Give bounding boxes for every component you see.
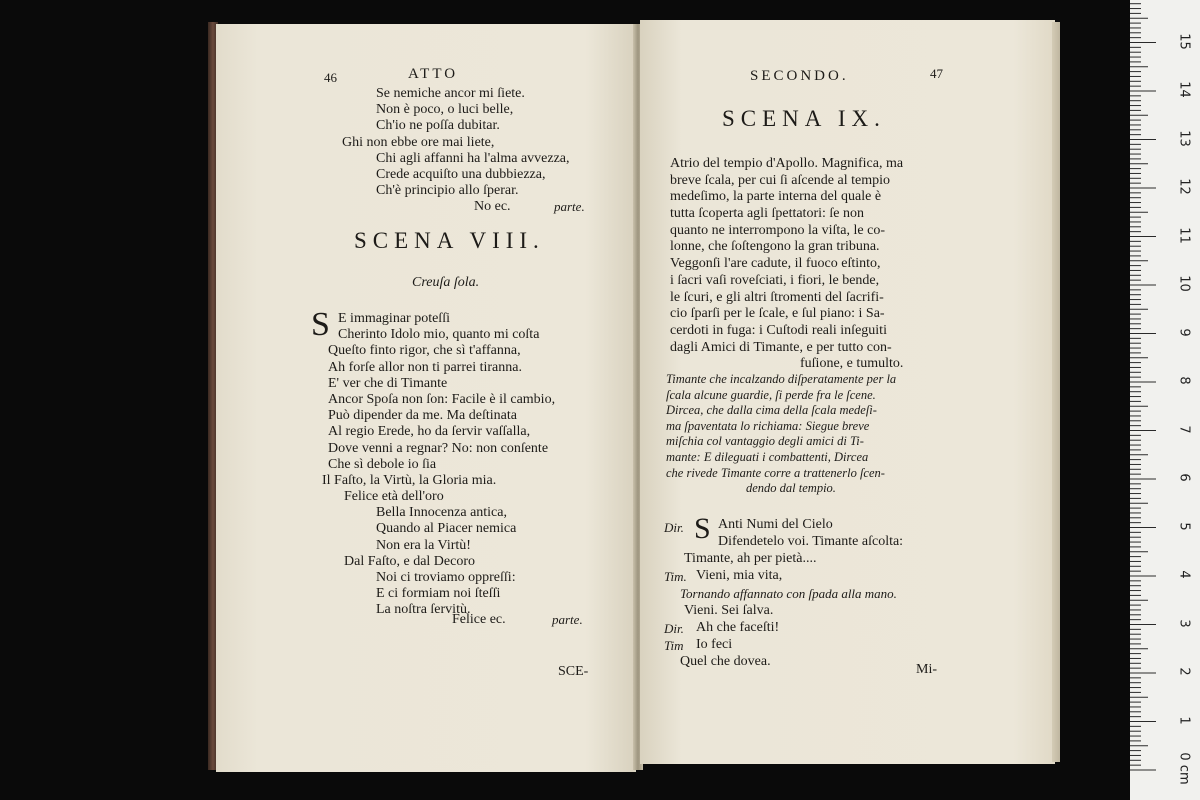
stage-line: Timante che incalzando diſperatamente per la: [666, 372, 897, 386]
verse-line: Non è poco, o luci belle,: [376, 102, 514, 118]
monologue: [216, 311, 636, 619]
scene-characters: Creuſa ſola.: [412, 275, 480, 290]
catchword: SCE-: [558, 664, 589, 679]
stage-line: mante: E dileguati i combattenti, Dircea: [666, 449, 869, 464]
ruler-label: 2: [1176, 667, 1192, 676]
ruler-label: 14: [1176, 81, 1192, 98]
verse-line: E immaginar poteſſi: [338, 311, 450, 326]
exit-direction: parte.: [552, 612, 583, 627]
dialogue-line: Difendetelo voi. Timante aſcolta:: [718, 534, 904, 549]
stage-line: miſchia col vantaggio degli amici di Ti-: [666, 434, 864, 449]
prose-line: fuſione, e tumulto.: [800, 356, 904, 372]
prose-line: i ſacri vaſi roveſciati, i fiori, le bende,: [670, 272, 880, 288]
verse-line: Cherinto Idolo mio, quanto mi coſta: [338, 327, 540, 343]
verse-line: Ancor Spoſa non ſon: Facile è il cambio,: [328, 391, 556, 407]
speaker-label: Dir.: [664, 621, 684, 636]
verse-line: Che sì debole io ſia: [328, 456, 437, 472]
ruler-label: 9: [1176, 327, 1192, 337]
verse-line: E ci formiam noi ſteſſi: [376, 586, 501, 602]
prose-line: medeſimo, la parte interna del quale è: [670, 189, 882, 205]
left-page: [216, 24, 636, 772]
verse-line: Quando al Piacer nemica: [376, 521, 517, 537]
verse-line: Ghi non ebbe ore mai liete,: [342, 134, 495, 150]
verse-line: La noſtra ſervitù.: [376, 602, 471, 618]
verse-line: Felice età dell'oro: [344, 489, 444, 505]
prose-line: lonne, che ſoſtengono la gran tribuna.: [670, 239, 880, 255]
ruler-label: 13: [1176, 129, 1192, 147]
verse-line: Il Faſto, la Virtù, la Gloria mia.: [322, 472, 497, 488]
ruler-label: 5: [1176, 521, 1192, 531]
dialogue-line: Quel che dovea.: [680, 654, 771, 669]
prose-line: tutta ſcoperta agli ſpettatori: ſe non: [670, 206, 864, 222]
verse-line: Dal Faſto, e dal Decoro: [344, 553, 476, 569]
exit-line: Felice ec.: [452, 612, 506, 627]
ruler-label: 4: [1176, 570, 1192, 579]
verse-line: Bella Innocenza antica,: [376, 505, 507, 521]
speaker-label: Tim: [664, 638, 684, 653]
verse-line: Queſto finto rigor, che sì t'affanna,: [328, 343, 521, 359]
verse-line: Chi agli affanni ha l'alma avvezza,: [376, 150, 570, 166]
ruler-label: 15: [1176, 32, 1192, 50]
running-head: SECONDO.: [750, 68, 849, 84]
verse-block-top: [216, 86, 636, 199]
speaker-label: Dir.: [664, 520, 684, 535]
speaker-label: Tim.: [664, 569, 687, 584]
drop-cap: S: [694, 512, 711, 545]
verse-line: Noi ci troviamo oppreſſi:: [376, 570, 516, 585]
prose-line: cio ſparſi per le ſcale, e ſul piano: i Sa-: [670, 306, 885, 322]
verse-line: Ch'è principio allo ſperar.: [376, 183, 519, 199]
prose-line: Veggonſi l'are cadute, il fuoco eſtinto,: [670, 256, 881, 272]
dialogue-line: Timante, ah per pietà....: [684, 551, 817, 566]
stage-line: che rivede Timante corre a trattenerlo ſcen-: [666, 465, 885, 480]
stage-direction: [666, 372, 896, 497]
ruler-label: 0 cm: [1176, 752, 1192, 785]
verse-line: Non era la Virtù!: [376, 537, 471, 553]
right-page: [640, 20, 1055, 764]
ruler-label: 10: [1176, 275, 1192, 292]
dialogue-line: Vieni, mia vita,: [696, 568, 783, 583]
dialogue-line: Vieni. Sei ſalva.: [684, 603, 774, 618]
scene-title: SCENA VIII.: [354, 228, 545, 253]
verse-line: Al regio Erede, ho da ſervir vaſſalla,: [328, 424, 531, 440]
verse-line: Crede acquiſto una dubbiezza,: [376, 166, 546, 182]
ruler-label: 6: [1176, 473, 1192, 482]
page-number: 47: [930, 66, 943, 81]
stage-line: ma ſpaventata lo richiama: Siegue breve: [666, 418, 870, 433]
stage-line: Dircea, che dalla cima della ſcala medeſi-: [666, 403, 877, 418]
ruler-label: 1: [1176, 715, 1192, 725]
verse-line: Ch'io ne poſſa dubitar.: [376, 118, 500, 134]
measuring-ruler: [1130, 0, 1200, 800]
page-number: 46: [324, 70, 337, 85]
prose-line: breve ſcala, per cui ſi aſcende al tempio: [670, 172, 891, 188]
dialogue-line: Ah che faceſti!: [696, 620, 780, 635]
ruler-label: 3: [1176, 618, 1192, 628]
verse-line: Dove venni a regnar? No: non conſente: [328, 440, 549, 456]
running-head: ATTO: [408, 66, 459, 82]
prose-line: Atrio del tempio d'Apollo. Magnifica, ma: [670, 156, 904, 171]
ruler-label: 7: [1176, 424, 1192, 434]
ruler-label: 12: [1176, 178, 1192, 195]
scene-title: SCENA IX.: [722, 106, 886, 131]
dialogue-line: Anti Numi del Cielo: [718, 517, 833, 532]
prose-line: quanto ne interrompono la viſta, le co-: [670, 222, 885, 238]
page-fore-edge: [1052, 22, 1060, 762]
scene-setting: [670, 156, 903, 373]
verse-line: E' ver che di Timante: [328, 375, 448, 391]
exit-line: No ec.: [474, 199, 511, 214]
dialogue-line: Io feci: [696, 637, 733, 652]
verse-line: Ah forſe allor non ti parrei tiranna.: [328, 359, 522, 375]
ruler-label: 8: [1176, 376, 1192, 385]
catchword: Mi-: [916, 662, 937, 677]
prose-line: dagli Amici di Timante, e per tutto con-: [670, 339, 892, 355]
prose-line: le ſcuri, e gli altri ſtromenti del ſacrifi-: [670, 289, 884, 305]
stage-line: ſcala alcune guardie, ſi perde fra le ſcene.: [666, 387, 876, 402]
exit-direction: parte.: [554, 199, 585, 214]
ruler-label: 11: [1176, 226, 1192, 244]
verse-line: Se nemiche ancor mi ſiete.: [376, 86, 525, 101]
drop-cap: S: [311, 306, 330, 343]
prose-line: cerdoti in fuga: i Cuſtodi reali inſeguiti: [670, 322, 887, 338]
stage-line: dendo dal tempio.: [746, 481, 836, 496]
inline-stage-direction: Tornando affannato con ſpada alla mano.: [680, 586, 897, 601]
verse-line: Può dipender da me. Ma deſtinata: [328, 408, 517, 424]
